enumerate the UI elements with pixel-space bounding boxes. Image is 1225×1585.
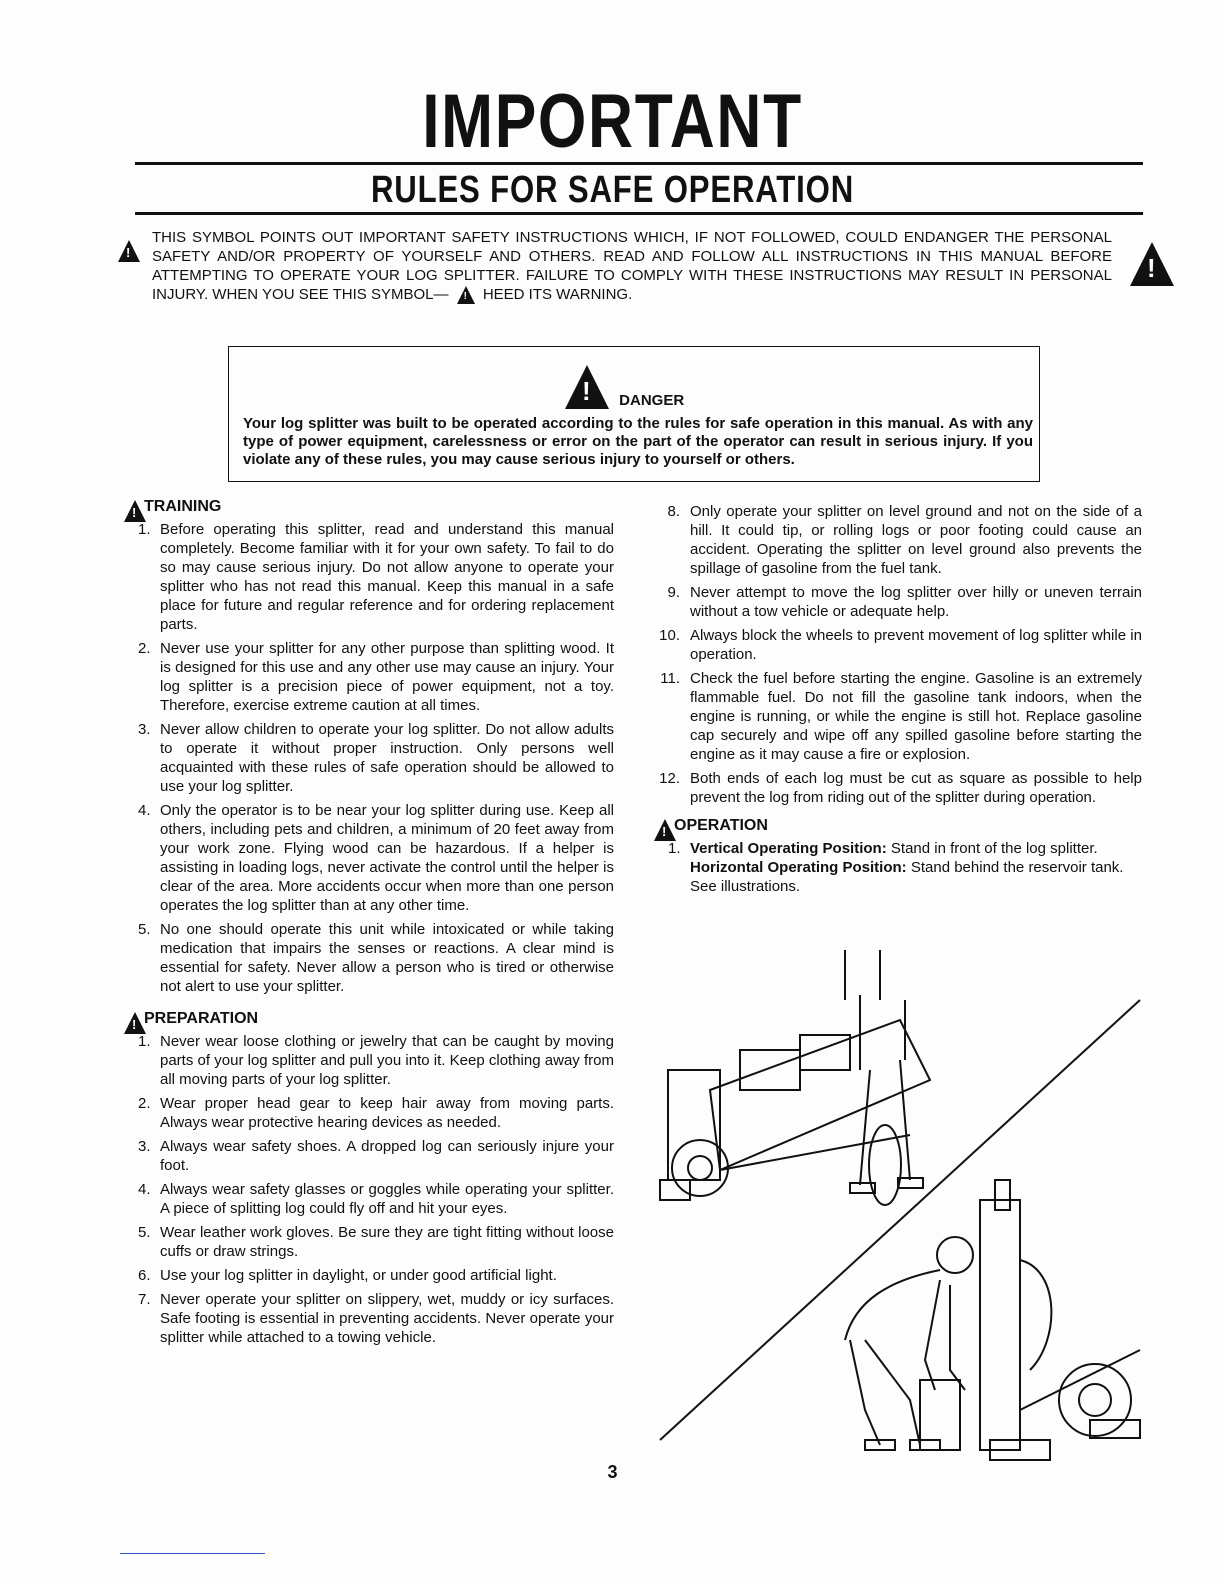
page-subtitle: RULES FOR SAFE OPERATION [370, 169, 855, 211]
intro-heed-text: HEED ITS WARNING. [482, 286, 633, 303]
preparation-heading [144, 1010, 614, 1028]
item-number: 2. [138, 640, 151, 657]
list-item [658, 502, 1142, 578]
item-number: 1. [138, 521, 151, 538]
list-item [128, 1180, 614, 1218]
list-item [128, 801, 614, 915]
item-number: 1. [668, 840, 681, 857]
training-list [128, 520, 614, 996]
item-text: Never attempt to move the log splitter over hilly or uneven terrain without a tow vehicle or adequate help. [690, 584, 1142, 620]
item-number: 10. [659, 627, 680, 644]
list-item [658, 769, 1142, 807]
item-number: 11. [660, 670, 680, 687]
warning-icon [124, 1012, 146, 1034]
warning-icon-large [1130, 242, 1174, 286]
vertical-splitter-drawing [845, 1180, 1140, 1460]
item-number: 6. [138, 1267, 151, 1284]
item-text: Wear proper head gear to keep hair away from moving parts. Always wear protective hearing devices as needed. [160, 1095, 614, 1131]
danger-icon [565, 365, 609, 409]
item-number: 7. [138, 1291, 151, 1308]
item-text: Never allow children to operate your log splitter. Do not allow adults to operate it without proper instruction. Only persons well acquainted with these rules of safe operation should be allowed to use your log splitter. [160, 721, 614, 795]
list-item [128, 520, 614, 634]
item-number: 12. [659, 770, 680, 787]
preparation-list [128, 1032, 614, 1347]
warning-icon [124, 500, 146, 522]
vertical-text: Stand in front of the log splitter. [890, 840, 1098, 857]
list-item [128, 1223, 614, 1261]
see-illustrations: See illustrations. [690, 878, 801, 895]
warning-icon [118, 240, 140, 262]
log-splitter-illustration [650, 940, 1150, 1480]
inline-warning-icon [457, 286, 475, 304]
danger-header [565, 365, 684, 409]
item-text: Never operate your splitter on slippery, wet, muddy or icy surfaces. Safe footing is essential in preventing accidents. Never operate your splitter while attached to a towing vehicle. [160, 1291, 614, 1346]
page-number: 3 [607, 1462, 618, 1482]
list-item [128, 1094, 614, 1132]
item-number: 4. [138, 1181, 151, 1198]
page-title: IMPORTANT [422, 79, 803, 164]
horizontal-text: Stand behind the reservoir tank. [910, 859, 1124, 876]
right-column [658, 502, 1142, 896]
list-item [658, 626, 1142, 664]
item-text: No one should operate this unit while intoxicated or while taking medication that impairs the senses or reactions. A clear mind is essential for safety. Never allow a person who is tired or otherwise not alert to use your splitter. [160, 921, 614, 995]
item-number: 2. [138, 1095, 151, 1112]
item-text: Check the fuel before starting the engine. Gasoline is an extremely flammable fuel. Do not fill the gasoline tank indoors, when the engine is running, or while the engine is still hot. Replace gasoline cap securely and wipe off any spilled gasoline before starting the engine as it may cause a fire or explosion. [690, 670, 1142, 763]
item-text: Wear leather work gloves. Be sure they are tight fitting without loose cuffs or draw strings. [160, 1224, 614, 1260]
list-item [658, 583, 1142, 621]
operation-heading-text: OPERATION [674, 817, 768, 834]
item-number: 5. [138, 921, 151, 938]
list-item [128, 1137, 614, 1175]
list-item [128, 720, 614, 796]
list-item [128, 639, 614, 715]
horizontal-splitter-drawing [660, 950, 930, 1205]
intro-text: THIS SYMBOL POINTS OUT IMPORTANT SAFETY INSTRUCTIONS WHICH, IF NOT FOLLOWED, COULD ENDANGER THE PERSONAL SAFETY AND/OR PROPERTY OF YOURSELF AND OTHERS. READ AND FOLLOW ALL INSTRUCTIONS IN THIS MANUAL BEFORE ATTEMPTING TO OPERATE YOUR LOG SPLITTER. FAILURE TO COMPLY WITH THESE INSTRUCTIONS MAY RESULT IN PERSONAL INJURY. WHEN YOU SEE THIS SYMBOL— [152, 229, 1112, 303]
item-text: Only the operator is to be near your log splitter during use. Keep all others, including pets and children, a minimum of 20 feet away from your work zone. Flying wood can be hazardous. If a helper is assisting in loading logs, never activate the control until the helper is clear of the area. More accidents occur when more than one person operates the log splitter than at any other time. [160, 802, 614, 914]
horizontal-label: Horizontal Operating Position: [690, 859, 907, 876]
preparation-heading-text: PREPARATION [144, 1010, 259, 1027]
list-item [658, 669, 1142, 764]
left-column [128, 498, 614, 1352]
training-heading [144, 498, 614, 516]
item-number: 9. [667, 584, 680, 601]
item-number: 4. [138, 802, 151, 819]
item-number: 3. [138, 1138, 151, 1155]
item-text: Always wear safety glasses or goggles while operating your splitter. A piece of splitting log could fly off and hit your eyes. [160, 1181, 614, 1217]
item-number: 8. [667, 503, 680, 520]
danger-text: Your log splitter was built to be operated according to the rules for safe operation in this manual. As with any type of power equipment, carelessness or error on the part of the operator can result in serious injury. If you violate any of these rules, you may cause serious injury to yourself or others. [243, 415, 1033, 468]
item-text: Always wear safety shoes. A dropped log can seriously injure your foot. [160, 1138, 614, 1174]
operation-heading [674, 817, 1142, 835]
safety-intro [152, 228, 1112, 304]
warning-icon [654, 819, 676, 841]
danger-box [228, 346, 1040, 482]
danger-label: DANGER [619, 392, 685, 409]
item-number: 1. [138, 1033, 151, 1050]
item-number: 5. [138, 1224, 151, 1241]
training-heading-text: TRAINING [144, 498, 222, 515]
vertical-label: Vertical Operating Position: [690, 840, 887, 857]
item-text: Never use your splitter for any other purpose than splitting wood. It is designed for this use and any other use may cause an injury. Your log splitter is a precision piece of power equipment, not a toy. Therefore, exercise extreme caution at all times. [160, 640, 614, 714]
item-text: Both ends of each log must be cut as square as possible to help prevent the log from riding out of the splitter during operation. [690, 770, 1142, 806]
item-text: Always block the wheels to prevent movement of log splitter while in operation. [690, 627, 1142, 663]
list-item [128, 1290, 614, 1347]
item-text: Use your log splitter in daylight, or under good artificial light. [160, 1267, 557, 1284]
item-text: Before operating this splitter, read and understand this manual completely. Become familiar with it for your own safety. To fail to do so may cause serious injury. Do not allow anyone to operate your splitter who has not read this manual. Keep this manual in a safe place for future and regular reference and for ordering replacement parts. [160, 521, 614, 633]
item-number: 3. [138, 721, 151, 738]
item-text: Never wear loose clothing or jewelry that can be caught by moving parts of your log splitter and pull you into it. Keep clothing away from all moving parts of your log splitter. [160, 1033, 614, 1088]
list-item [128, 920, 614, 996]
list-item [128, 1266, 614, 1285]
item-text: Only operate your splitter on level ground and not on the side of a hill. It could tip, or rolling logs or poor footing could cause an accident. Operating the splitter on level ground also prevents the spillage of gasoline from the fuel tank. [690, 503, 1142, 577]
operation-item [658, 839, 1142, 896]
footer-line [120, 1553, 265, 1554]
divider-top [135, 162, 1143, 165]
divider-bottom [135, 212, 1143, 215]
continued-list [658, 502, 1142, 807]
list-item [128, 1032, 614, 1089]
